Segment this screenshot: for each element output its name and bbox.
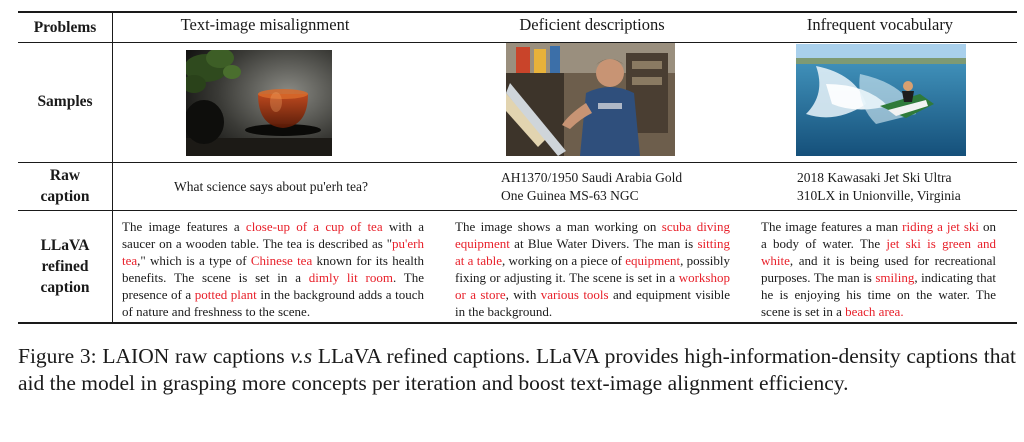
tea-cup-photo-icon	[186, 50, 332, 156]
highlighted-phrase: dimly lit room	[308, 270, 393, 285]
diver-workshop-photo-icon	[506, 43, 675, 156]
caption-segment: at Blue Water Divers. The man is	[509, 236, 698, 251]
highlighted-phrase: close-up of a cup of tea	[245, 219, 383, 234]
raw-caption-tea: What science says about pu'erh tea?	[174, 179, 368, 194]
refined-caption-jetski	[761, 218, 996, 320]
highlighted-phrase: workshop or a store	[455, 270, 730, 302]
row-label-raw-caption	[18, 165, 112, 207]
highlighted-phrase: sitting at a table	[455, 236, 730, 268]
caption-segment: on a body of water. The	[761, 219, 997, 251]
highlighted-phrase: Chinese tea	[250, 253, 313, 268]
caption-segment: ," which is a type of	[137, 253, 251, 268]
caption-segment: with a saucer on a wooden table. The tea is described as "	[122, 219, 425, 251]
highlighted-phrase: equipment	[625, 253, 681, 268]
header-infrequent-vocabulary: Infrequent vocabulary	[806, 15, 954, 34]
caption-segment: The image features a man	[761, 219, 903, 234]
highlighted-phrase: pu'erh tea	[122, 236, 424, 268]
caption-segment: The image shows a man working on	[455, 219, 662, 234]
sample-image-jetski	[796, 44, 966, 156]
raw-caption-jetski-line2: 310LX in Unionville, Virginia	[797, 188, 961, 203]
raw-caption-coin-line2: One Guinea MS-63 NGC	[501, 188, 639, 203]
sample-image-tea	[186, 50, 332, 156]
jet-ski-photo-icon	[796, 44, 966, 156]
highlighted-phrase: riding a jet ski	[902, 219, 980, 234]
caption-segment: known for its health benefits. The scene is set in a	[122, 253, 424, 285]
raw-caption-coin-line1: AH1370/1950 Saudi Arabia Gold	[501, 170, 683, 185]
row-label-llava-refined-caption	[18, 235, 112, 298]
caption-segment: . The presence of a	[122, 270, 424, 302]
caption-segment: , with	[505, 287, 541, 302]
highlighted-phrase: potted plant	[194, 287, 257, 302]
caption-segment: and equipment visible in the background.	[455, 287, 730, 319]
row-label-refined: refined	[41, 258, 89, 275]
row-label-llava: LLaVA	[40, 237, 90, 254]
header-text-image-misalignment: Text-image misalignment	[180, 15, 350, 34]
raw-caption-coin	[501, 169, 682, 205]
table-bottom-rule	[18, 322, 1017, 324]
caption-segment: , and it is being used for recreational purposes. The man is	[761, 253, 996, 285]
header-problems: Problems	[33, 19, 97, 36]
highlighted-phrase: smiling	[875, 270, 915, 285]
column-separator	[112, 13, 113, 322]
highlighted-phrase: various tools	[540, 287, 609, 302]
row-label-caption: caption	[40, 188, 90, 205]
highlighted-phrase: jet ski is green and white	[761, 236, 996, 268]
figure-caption	[18, 343, 1016, 397]
refined-caption-tea	[122, 218, 424, 320]
caption-segment: The image features a	[122, 219, 246, 234]
figure-caption-vs: v.s	[290, 344, 313, 368]
samples-rule	[18, 162, 1017, 163]
caption-segment: , working on a piece of	[501, 253, 626, 268]
table-top-rule	[18, 11, 1017, 13]
row-label-caption2: caption	[40, 279, 90, 296]
refined-caption-diver	[455, 218, 730, 320]
figure-caption-prefix: Figure 3: LAION raw captions	[18, 344, 291, 368]
row-label-samples: Samples	[37, 93, 93, 110]
row-label-raw: Raw	[49, 167, 81, 184]
caption-segment: , indicating that he is enjoying his time on the water. The scene is set in a	[761, 270, 997, 319]
raw-caption-jetski	[797, 169, 961, 205]
caption-segment: , possibly fixing or adjusting it. The scene is set in a	[455, 253, 730, 285]
raw-caption-rule	[18, 210, 1017, 211]
highlighted-phrase: scuba diving equipment	[455, 219, 730, 251]
highlighted-phrase: beach area.	[845, 304, 904, 319]
figure-caption-suffix: LLaVA refined captions. LLaVA provides high-information-density captions that aid the model in grasping more concepts per iteration and boost text-image alignment efficiency.	[18, 344, 1016, 395]
sample-image-diver	[506, 43, 675, 156]
caption-segment: in the background adds a touch of nature and freshness to the scene.	[122, 287, 424, 319]
header-deficient-descriptions: Deficient descriptions	[519, 15, 665, 34]
raw-caption-jetski-line1: 2018 Kawasaki Jet Ski Ultra	[797, 170, 952, 185]
